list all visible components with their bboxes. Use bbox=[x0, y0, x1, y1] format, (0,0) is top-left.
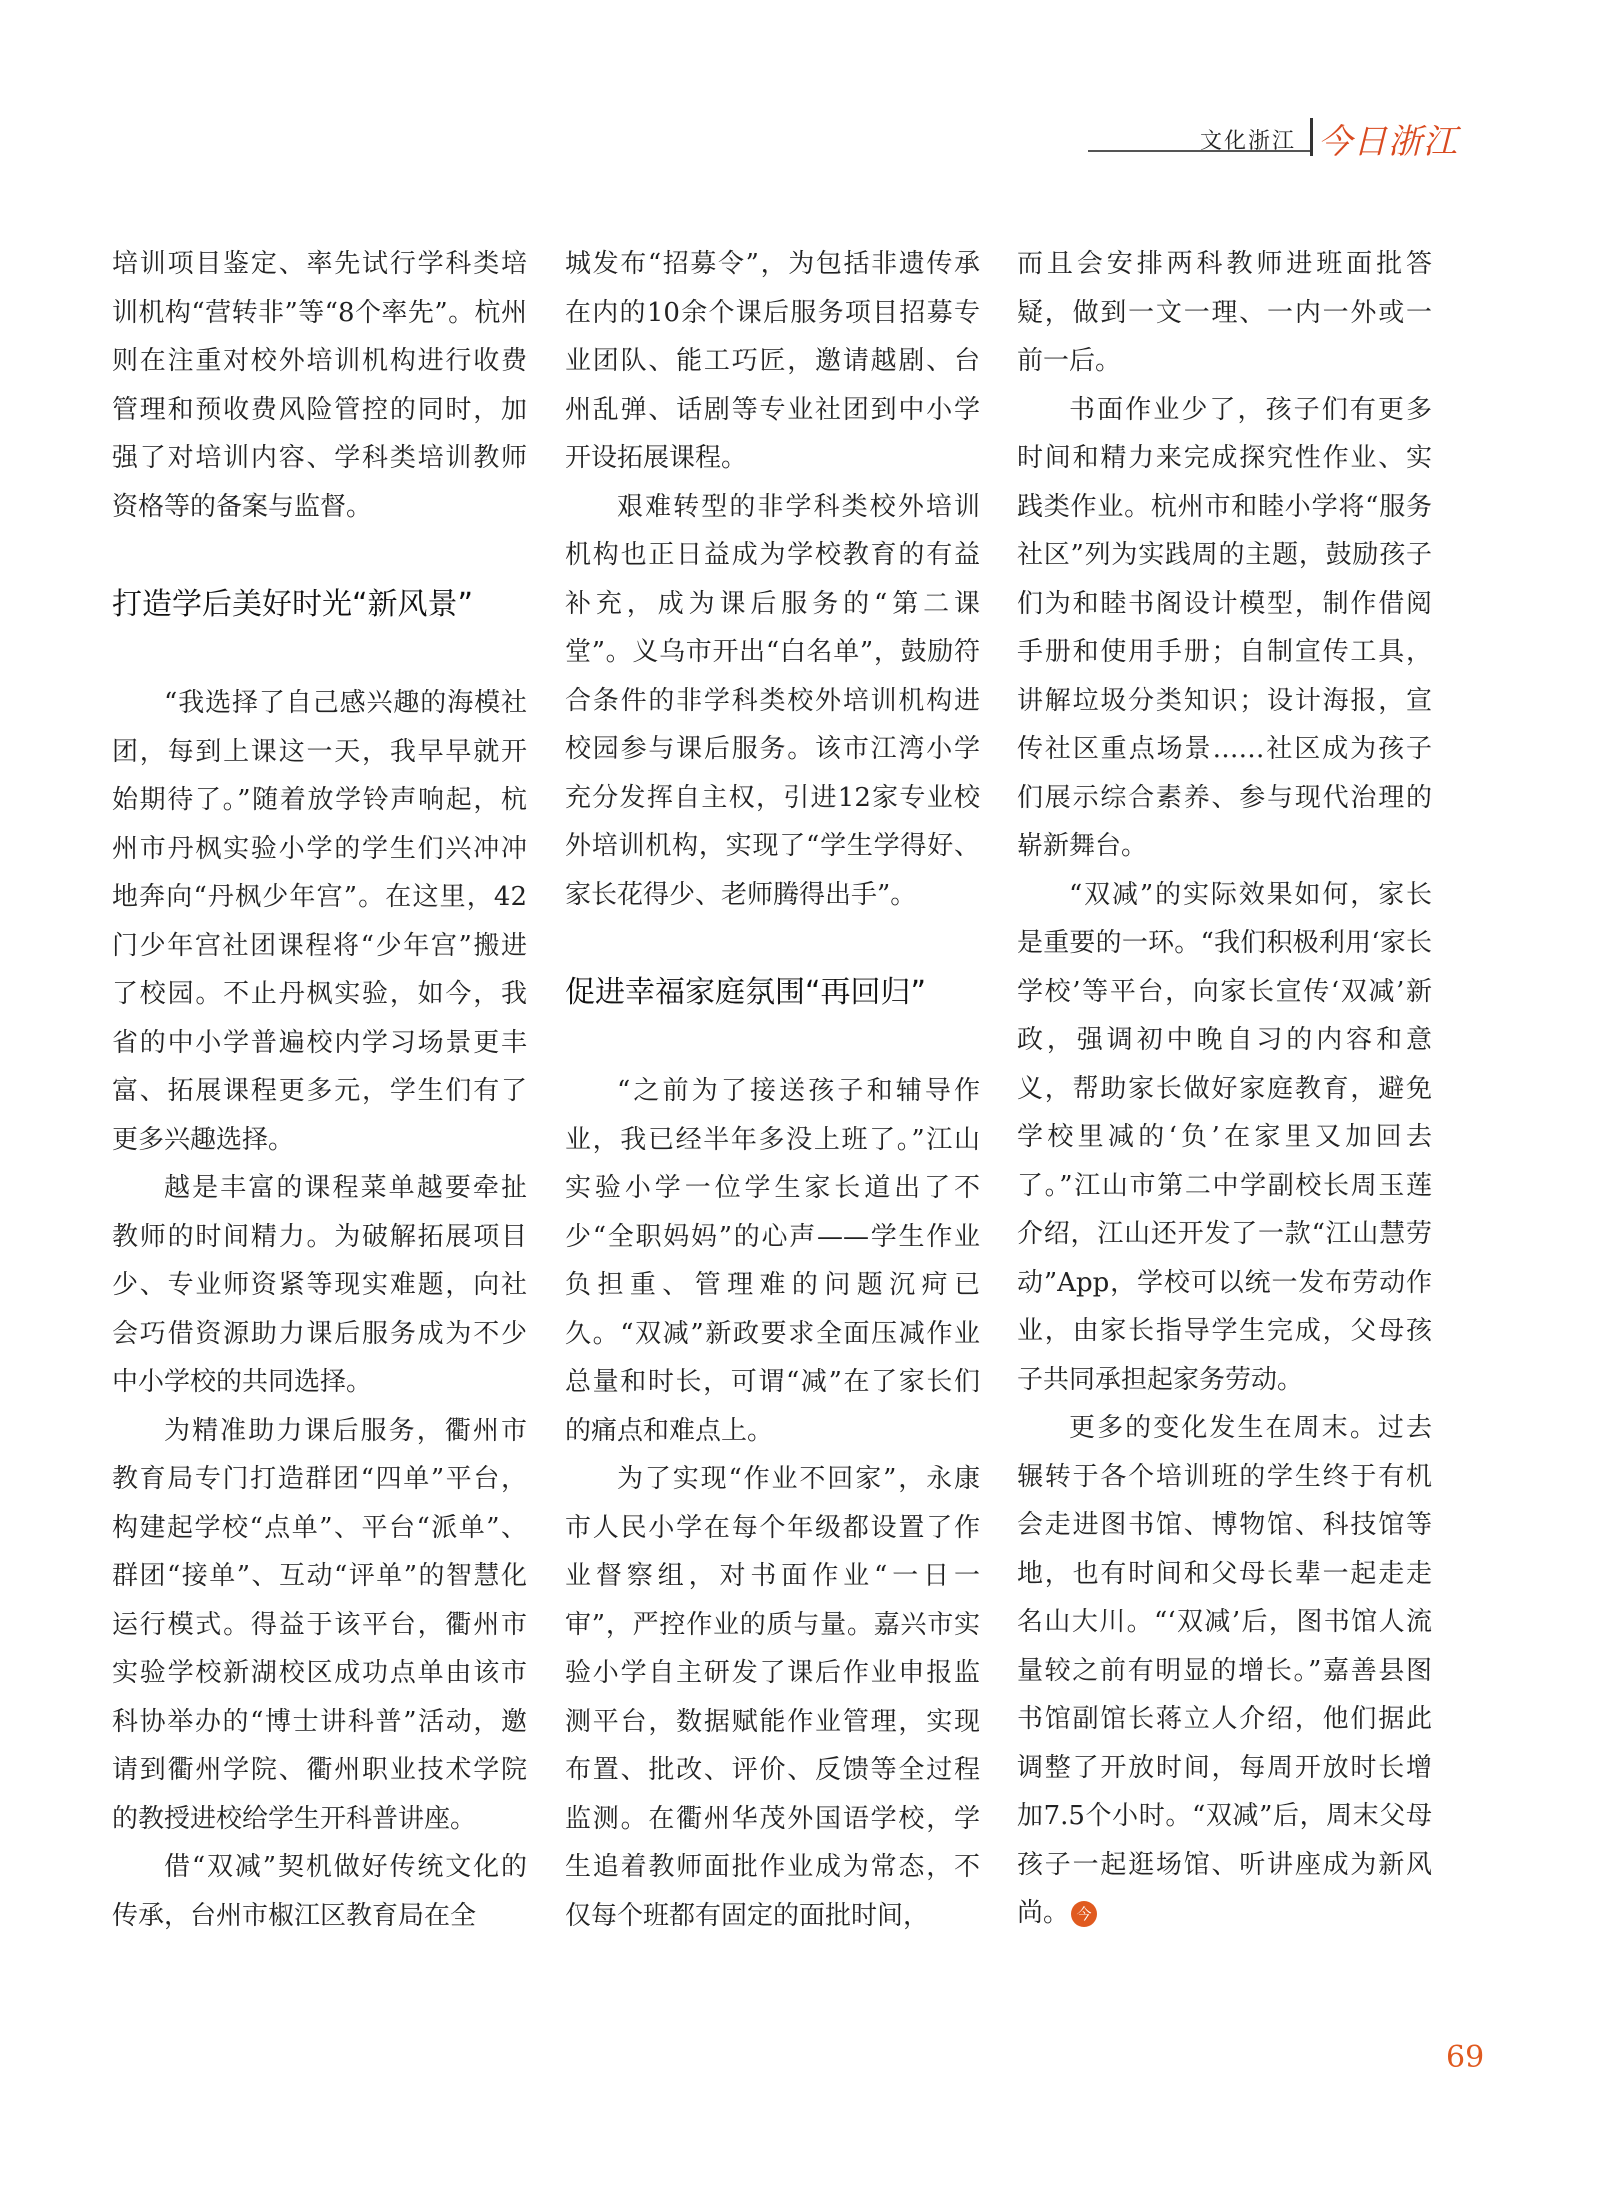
paragraph: 而且会安排两科教师进班面批答疑，做到一文一理、一内一外或一前一后。 bbox=[1017, 249, 1432, 376]
paragraph: “双减”的实际效果如何，家长是重要的一环。“我们积极利用‘家长学校’等平台，向家长宣传‘双减’新政，强调初中晚自习的内容和意义，帮助家长做好家庭教育，避免学校里减的‘负’在家里又加回去了。”江山市第二中学副校长周玉莲介绍，江山还开发了一款“江山慧劳动”App，学校可以统一发布劳动作业，由家长指导学生完成，父母孩子共同承担起家务劳动。 bbox=[1017, 879, 1432, 1395]
paragraph: 培训项目鉴定、率先试行学科类培训机构“营转非”等“8个率先”。杭州则在注重对校外培训机构进行收费管理和预收费风险管控的同时，加强了对培训内容、学科类培训教师资格等的备案与监督。 bbox=[112, 249, 527, 522]
paragraph: 为精准助力课后服务，衢州市教育局专门打造群团“四单”平台，构建起学校“点单”、平台“派单”、群团“接单”、互动“评单”的智慧化运行模式。得益于该平台，衢州市实验学校新湖校区成功点单由该市科协举办的“博士讲科普”活动，邀请到衢州学院、衢州职业技术学院的教授进校给学生开科普讲座。 bbox=[112, 1415, 527, 1834]
end-mark-icon: 今 bbox=[1071, 1901, 1097, 1927]
paragraph: 借“双减”契机做好传统文化的传承，台州市椒江区教育局在全 bbox=[112, 1852, 527, 1931]
paragraph: 为了实现“作业不回家”，永康市人民小学在每个年级都设置了作业督察组，对书面作业“一日一审”，严控作业的质与量。嘉兴市实验小学自主研发了课后作业申报监测平台，数据赋能作业管理，实现布置、批改、评价、反馈等全过程监测。在衢州华茂外国语学校，学生追着教师面批作业成为常态，不仅每个班都有固定的面批时间， bbox=[565, 1464, 980, 1931]
magazine-logo: 今日浙江 bbox=[1318, 122, 1458, 162]
paragraph: 越是丰富的课程菜单越要牵扯教师的时间精力。为破解拓展项目少、专业师资紧等现实难题，向社会巧借资源助力课后服务成为不少中小学校的共同选择。 bbox=[112, 1173, 527, 1397]
section-heading: 打造学后美好时光“新风景” bbox=[112, 587, 474, 622]
paragraph-final bbox=[1017, 1404, 1432, 1938]
paragraph-text: 更多的变化发生在周末。过去辗转于各个培训班的学生终于有机会走进图书馆、博物馆、科技馆等地，也有时间和父母长辈一起走走名山大川。“‘双减’后，图书馆人流量较之前有明显的增长。”嘉善县图书馆副馆长蒋立人介绍，他们据此调整了开放时间，每周开放时长增加7.5个小时。“双减”后，周末父母孩子一起逛场馆、听讲座成为新风尚。 bbox=[1017, 1413, 1432, 1928]
paragraph: 艰难转型的非学科类校外培训机构也正日益成为学校教育的有益补充，成为课后服务的“第二课堂”。义乌市开出“白名单”，鼓励符合条件的非学科类校外培训机构进校园参与课后服务。该市江湾小学充分发挥自主权，引进12家专业校外培训机构，实现了“学生学得好、家长花得少、老师腾得出手”。 bbox=[565, 491, 980, 910]
section-name: 文化浙江 bbox=[1200, 129, 1297, 154]
column-2 bbox=[565, 240, 980, 1940]
page-number: 69 bbox=[1446, 2040, 1485, 2075]
column-1 bbox=[112, 240, 527, 1940]
column-3 bbox=[1017, 240, 1432, 1938]
paragraph: 城发布“招募令”，为包括非遗传承在内的10余个课后服务项目招募专业团队、能工巧匠，邀请越剧、台州乱弹、话剧等专业社团到中小学开设拓展课程。 bbox=[565, 249, 980, 473]
paragraph: 书面作业少了，孩子们有更多时间和精力来完成探究性作业、实践类作业。杭州市和睦小学将“服务社区”列为实践周的主题，鼓励孩子们为和睦书阁设计模型，制作借阅手册和使用手册；自制宣传工具，讲解垃圾分类知识；设计海报，宣传社区重点场景……社区成为孩子们展示综合素养、参与现代治理的崭新舞台。 bbox=[1017, 394, 1432, 861]
section-heading: 促进幸福家庭氛围“再回归” bbox=[565, 975, 927, 1010]
paragraph: “之前为了接送孩子和辅导作业，我已经半年多没上班了。”江山实验小学一位学生家长道出了不少“全职妈妈”的心声——学生作业负担重、管理难的问题沉疴已久。“双减”新政要求全面压减作业总量和时长，可谓“减”在了家长们的痛点和难点上。 bbox=[565, 1076, 980, 1446]
header-divider bbox=[1310, 118, 1313, 156]
paragraph: “我选择了自己感兴趣的海模社团，每到上课这一天，我早早就开始期待了。”随着放学铃声响起，杭州市丹枫实验小学的学生们兴冲冲地奔向“丹枫少年宫”。在这里，42门少年宫社团课程将“少年宫”搬进了校园。不止丹枫实验，如今，我省的中小学普遍校内学习场景更丰富、拓展课程更多元，学生们有了更多兴趣选择。 bbox=[112, 688, 527, 1155]
